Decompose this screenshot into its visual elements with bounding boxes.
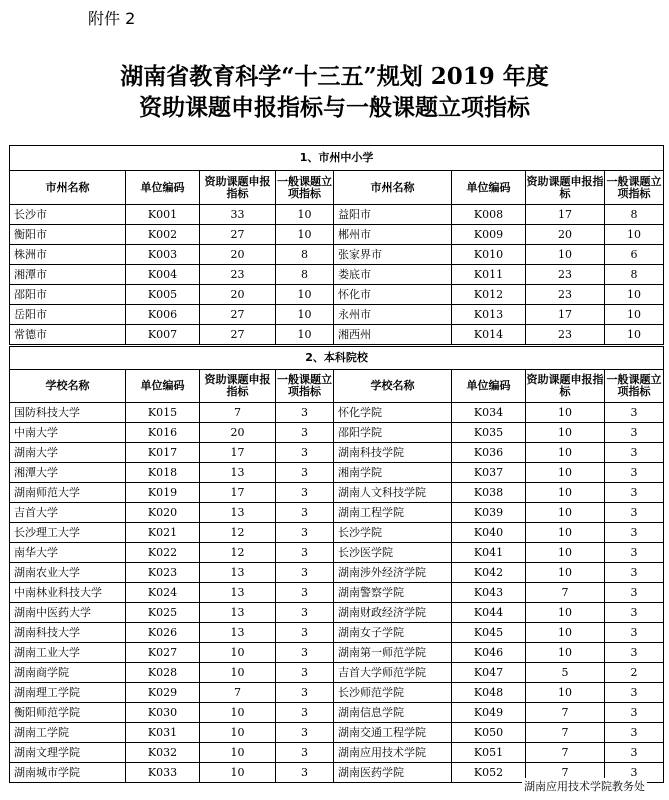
table-row: [10, 245, 664, 265]
table-cell: 17: [526, 205, 605, 225]
table-row: [10, 325, 664, 345]
document-title-line-2: 资助课题申报指标与一般课题立项指标: [139, 94, 530, 121]
table-cell: 10: [526, 403, 605, 423]
table-cell: 8: [276, 265, 334, 285]
column-header: 资助课题申报指标: [200, 171, 276, 205]
table-cell: 3: [605, 703, 664, 723]
table-cell: 12: [200, 543, 276, 563]
table-row: [10, 583, 664, 603]
table-cell: 10: [526, 603, 605, 623]
table-header-row: [10, 171, 664, 205]
table-cell: K015: [126, 403, 200, 423]
table-cell: K018: [126, 463, 200, 483]
table-cell: 怀化学院: [334, 403, 452, 423]
table-cell: K040: [452, 523, 526, 543]
table-cell: 3: [605, 623, 664, 643]
table-cell: 3: [605, 643, 664, 663]
table-cell: 湖南工程学院: [334, 503, 452, 523]
table-cell: K034: [452, 403, 526, 423]
table-cell: K042: [452, 563, 526, 583]
table-row: [10, 703, 664, 723]
column-header: 市州名称: [10, 171, 126, 205]
table-cell: 郴州市: [334, 225, 452, 245]
table-cell: 中南大学: [10, 423, 126, 443]
table-row: [10, 663, 664, 683]
table-cell: 20: [526, 225, 605, 245]
table-cell: K019: [126, 483, 200, 503]
table-cell: 10: [526, 643, 605, 663]
table-cell: K023: [126, 563, 200, 583]
table-cell: 23: [526, 285, 605, 305]
table-cell: 3: [605, 543, 664, 563]
table-row: [10, 743, 664, 763]
table-cell: 3: [276, 583, 334, 603]
table-cell: 吉首大学: [10, 503, 126, 523]
table-cell: 27: [200, 225, 276, 245]
column-header: 单位编码: [126, 370, 200, 403]
table-cell: K008: [452, 205, 526, 225]
table-cell: 3: [276, 743, 334, 763]
table-cell: 湖南人文科技学院: [334, 483, 452, 503]
table-cell: K037: [452, 463, 526, 483]
table-cell: 张家界市: [334, 245, 452, 265]
table-cell: 中南林业科技大学: [10, 583, 126, 603]
attachment-label: 附件 2: [88, 9, 136, 28]
table-cell: 湖南中医药大学: [10, 603, 126, 623]
table-cell: 湖南涉外经济学院: [334, 563, 452, 583]
table-cell: K044: [452, 603, 526, 623]
table-cell: 12: [200, 523, 276, 543]
table-cell: 长沙医学院: [334, 543, 452, 563]
table-cell: 湖南科技学院: [334, 443, 452, 463]
table-cell: 3: [605, 683, 664, 703]
table-cell: 13: [200, 583, 276, 603]
table-cell: 10: [526, 523, 605, 543]
table-cell: 13: [200, 503, 276, 523]
table-cell: 湖南女子学院: [334, 623, 452, 643]
table-cell: 湖南大学: [10, 443, 126, 463]
table-cell: 娄底市: [334, 265, 452, 285]
table-cell: K035: [452, 423, 526, 443]
table-cell: 10: [526, 463, 605, 483]
table-cell: 常德市: [10, 325, 126, 345]
table-cell: 13: [200, 623, 276, 643]
table-cell: 3: [605, 723, 664, 743]
table-cell: 衡阳师范学院: [10, 703, 126, 723]
table-cell: 7: [200, 683, 276, 703]
table-row: [10, 623, 664, 643]
table-cell: 国防科技大学: [10, 403, 126, 423]
table-cell: 株洲市: [10, 245, 126, 265]
table-cell: 10: [200, 723, 276, 743]
table-cell: 10: [200, 703, 276, 723]
table-cell: K006: [126, 305, 200, 325]
table-cell: 3: [605, 423, 664, 443]
table-cell: 湖南科技大学: [10, 623, 126, 643]
table-cell: K011: [452, 265, 526, 285]
table-cell: 3: [276, 563, 334, 583]
table-cell: 3: [276, 483, 334, 503]
table-cell: 10: [276, 285, 334, 305]
table-cell: 6: [605, 245, 664, 265]
table-cell: 17: [526, 305, 605, 325]
table-cell: K012: [452, 285, 526, 305]
table-cell: K046: [452, 643, 526, 663]
table-cell: 17: [200, 483, 276, 503]
table-cell: 衡阳市: [10, 225, 126, 245]
table-cell: 湘西州: [334, 325, 452, 345]
table-cell: 湖南师范大学: [10, 483, 126, 503]
table-cell: K029: [126, 683, 200, 703]
table-cell: 湘潭大学: [10, 463, 126, 483]
table-cell: 3: [276, 463, 334, 483]
table-cell: 7: [200, 403, 276, 423]
table-cell: 20: [200, 245, 276, 265]
table-cell: 8: [605, 265, 664, 285]
column-header: 单位编码: [452, 171, 526, 205]
column-header: 单位编码: [452, 370, 526, 403]
table-cell: 7: [526, 703, 605, 723]
table-row: [10, 463, 664, 483]
table-cell: 3: [276, 763, 334, 783]
table-cell: 湘南学院: [334, 463, 452, 483]
table-cell: K039: [452, 503, 526, 523]
table-cell: 13: [200, 563, 276, 583]
table-cell: 7: [526, 743, 605, 763]
table-cell: 3: [276, 543, 334, 563]
table-cell: 23: [200, 265, 276, 285]
table-cell: K048: [452, 683, 526, 703]
table-cell: K045: [452, 623, 526, 643]
column-header: 一般课题立项指标: [605, 171, 664, 205]
university-table: [9, 346, 664, 783]
table-cell: 3: [605, 763, 664, 783]
table-cell: 10: [200, 663, 276, 683]
table-cell: 长沙市: [10, 205, 126, 225]
table-cell: 湖南第一师范学院: [334, 643, 452, 663]
table-cell: 10: [526, 245, 605, 265]
table-cell: 10: [605, 305, 664, 325]
column-header: 资助课题申报指标: [526, 171, 605, 205]
table-cell: 10: [605, 285, 664, 305]
table-cell: 3: [605, 443, 664, 463]
table-cell: 10: [200, 643, 276, 663]
table-cell: K022: [126, 543, 200, 563]
table-row: [10, 403, 664, 423]
table-row: [10, 205, 664, 225]
table-cell: K016: [126, 423, 200, 443]
table-row: [10, 423, 664, 443]
table-cell: 3: [605, 523, 664, 543]
table-cell: 湖南信息学院: [334, 703, 452, 723]
table-row: [10, 523, 664, 543]
table-cell: K026: [126, 623, 200, 643]
table-header-row: [10, 370, 664, 403]
table-row: [10, 225, 664, 245]
table-cell: K027: [126, 643, 200, 663]
document-title-line-1: 湖南省教育科学“十三五”规划 2019 年度: [120, 63, 549, 90]
table-cell: 3: [276, 723, 334, 743]
table-row: [10, 563, 664, 583]
table-cell: 3: [605, 463, 664, 483]
table-cell: 10: [200, 763, 276, 783]
table-cell: 长沙学院: [334, 523, 452, 543]
table-cell: K052: [452, 763, 526, 783]
table-cell: 33: [200, 205, 276, 225]
table-cell: 10: [276, 225, 334, 245]
table-cell: K005: [126, 285, 200, 305]
column-header: 学校名称: [10, 370, 126, 403]
table-cell: 湖南工业大学: [10, 643, 126, 663]
table-cell: 10: [276, 325, 334, 345]
table-cell: 湖南理工学院: [10, 683, 126, 703]
table-row: [10, 443, 664, 463]
table-cell: 邵阳市: [10, 285, 126, 305]
table-cell: K049: [452, 703, 526, 723]
column-header: 一般课题立项指标: [605, 370, 664, 403]
table-row: [10, 683, 664, 703]
table-cell: 邵阳学院: [334, 423, 452, 443]
table-cell: 岳阳市: [10, 305, 126, 325]
table-row: [10, 483, 664, 503]
table-cell: 10: [526, 623, 605, 643]
table-row: [10, 305, 664, 325]
table-cell: K031: [126, 723, 200, 743]
table-cell: 13: [200, 463, 276, 483]
table-cell: 湖南警察学院: [334, 583, 452, 603]
table-cell: 湖南应用技术学院: [334, 743, 452, 763]
table-cell: 永州市: [334, 305, 452, 325]
column-header: 单位编码: [126, 171, 200, 205]
city-table: [9, 145, 664, 345]
table-cell: 3: [276, 403, 334, 423]
table-cell: 5: [526, 663, 605, 683]
table-cell: 10: [276, 305, 334, 325]
table-row: [10, 723, 664, 743]
table-cell: 湘潭市: [10, 265, 126, 285]
table-cell: 3: [276, 523, 334, 543]
table-cell: 8: [605, 205, 664, 225]
table-cell: 3: [276, 503, 334, 523]
table-cell: K033: [126, 763, 200, 783]
table-cell: K007: [126, 325, 200, 345]
table-cell: 怀化市: [334, 285, 452, 305]
table-cell: 10: [526, 683, 605, 703]
table-cell: 吉首大学师范学院: [334, 663, 452, 683]
table-cell: 10: [526, 503, 605, 523]
column-header: 资助课题申报指标: [526, 370, 605, 403]
table-cell: 3: [605, 483, 664, 503]
column-header: 一般课题立项指标: [276, 171, 334, 205]
table-cell: 3: [276, 683, 334, 703]
section-title: 1、市州中小学: [10, 146, 664, 171]
section-title: 2、本科院校: [10, 347, 664, 370]
column-header: 一般课题立项指标: [276, 370, 334, 403]
table-cell: 2: [605, 663, 664, 683]
table-cell: K025: [126, 603, 200, 623]
table-row: [10, 543, 664, 563]
table-cell: K036: [452, 443, 526, 463]
table-cell: 长沙师范学院: [334, 683, 452, 703]
table-cell: K050: [452, 723, 526, 743]
table-cell: 17: [200, 443, 276, 463]
table-cell: 3: [605, 563, 664, 583]
table-cell: 23: [526, 325, 605, 345]
table-cell: 10: [605, 225, 664, 245]
table-cell: K013: [452, 305, 526, 325]
table-cell: 长沙理工大学: [10, 523, 126, 543]
table-cell: 3: [605, 503, 664, 523]
table-cell: 3: [605, 603, 664, 623]
table-cell: K028: [126, 663, 200, 683]
table-cell: 湖南交通工程学院: [334, 723, 452, 743]
table-cell: 7: [526, 763, 605, 783]
column-header: 学校名称: [334, 370, 452, 403]
table-row: [10, 265, 664, 285]
table-cell: K017: [126, 443, 200, 463]
table-row: [10, 503, 664, 523]
table-cell: 8: [276, 245, 334, 265]
table-cell: 3: [276, 443, 334, 463]
table-cell: 南华大学: [10, 543, 126, 563]
table-cell: K003: [126, 245, 200, 265]
table-cell: 10: [526, 563, 605, 583]
table-cell: 3: [276, 703, 334, 723]
table-cell: 10: [526, 443, 605, 463]
table-cell: 3: [605, 583, 664, 603]
table-cell: 10: [200, 743, 276, 763]
table-cell: 益阳市: [334, 205, 452, 225]
table-cell: K010: [452, 245, 526, 265]
table-cell: 湖南医药学院: [334, 763, 452, 783]
table-cell: 10: [605, 325, 664, 345]
table-cell: K041: [452, 543, 526, 563]
table-cell: K038: [452, 483, 526, 503]
table-cell: 3: [605, 403, 664, 423]
table-cell: 10: [276, 205, 334, 225]
table-cell: 湖南商学院: [10, 663, 126, 683]
table-cell: K014: [452, 325, 526, 345]
table-cell: K020: [126, 503, 200, 523]
table-row: [10, 643, 664, 663]
column-header: 市州名称: [334, 171, 452, 205]
table-cell: K001: [126, 205, 200, 225]
table-cell: K030: [126, 703, 200, 723]
table-cell: 3: [276, 423, 334, 443]
table-cell: K024: [126, 583, 200, 603]
table-cell: K051: [452, 743, 526, 763]
table-cell: 湖南工学院: [10, 723, 126, 743]
table-cell: 27: [200, 325, 276, 345]
table-cell: 20: [200, 423, 276, 443]
table-cell: 27: [200, 305, 276, 325]
table-cell: K032: [126, 743, 200, 763]
table-cell: 23: [526, 265, 605, 285]
table-cell: K047: [452, 663, 526, 683]
table-cell: 3: [276, 663, 334, 683]
table-cell: K009: [452, 225, 526, 245]
table-cell: 10: [526, 423, 605, 443]
footer-note: 湖南应用技术学院教务处: [524, 780, 645, 793]
table-cell: K043: [452, 583, 526, 603]
table-cell: 20: [200, 285, 276, 305]
table-cell: 3: [605, 743, 664, 763]
table-cell: 3: [276, 623, 334, 643]
column-header: 资助课题申报指标: [200, 370, 276, 403]
table-cell: 7: [526, 583, 605, 603]
table-cell: 10: [526, 483, 605, 503]
table-row: [10, 603, 664, 623]
table-cell: 3: [276, 603, 334, 623]
table-cell: 13: [200, 603, 276, 623]
table-row: [10, 285, 664, 305]
table-cell: 3: [276, 643, 334, 663]
table-cell: 湖南城市学院: [10, 763, 126, 783]
table-cell: 湖南财政经济学院: [334, 603, 452, 623]
table-cell: 湖南农业大学: [10, 563, 126, 583]
table-cell: K002: [126, 225, 200, 245]
table-cell: 7: [526, 723, 605, 743]
table-cell: K004: [126, 265, 200, 285]
table-cell: 10: [526, 543, 605, 563]
table-cell: K021: [126, 523, 200, 543]
table-cell: 湖南文理学院: [10, 743, 126, 763]
